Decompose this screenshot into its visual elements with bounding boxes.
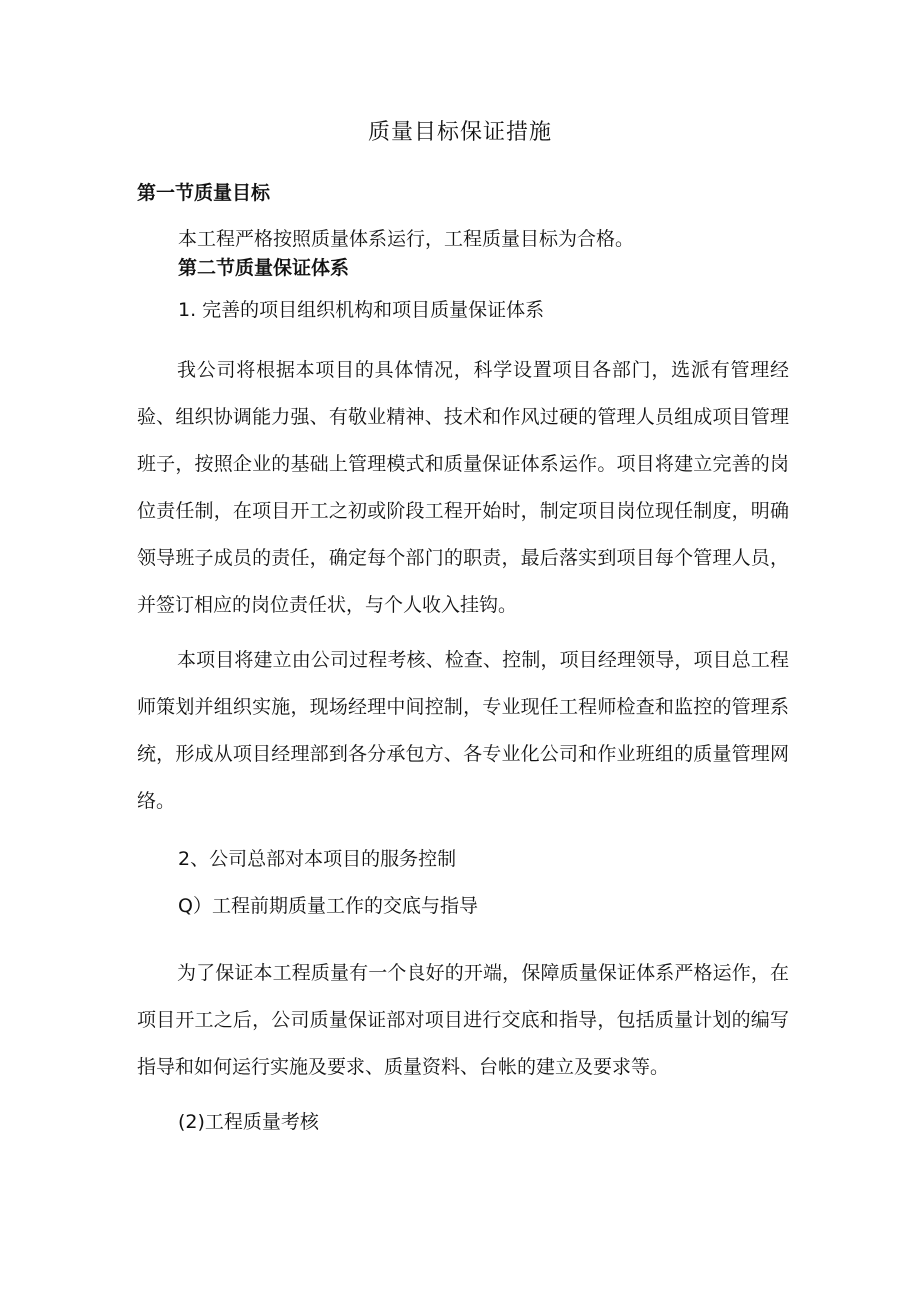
- paragraph-organization: 我公司将根据本项目的具体情况，科学设置项目各部门，选派有管理经验、组织协调能力强、有敬业精神、技术和作风过硬的管理人员组成项目管理班子，按照企业的基础上管理模式和质量保证体系运作。项目将建立完善的岗位责任制，在项目开工之初或阶段工程开始时，制定项目岗位现任制度，明确领导班子成员的责任，确定每个部门的职责，最后落实到项目每个管理人员，并签订相应的岗位责任状，与个人收入挂钩。: [137, 359, 789, 616]
- item-heading-headquarters-control: 2、公司总部对本项目的服务控制: [178, 848, 457, 870]
- paragraph-early-guidance: 为了保证本工程质量有一个良好的开端，保障质量保证体系严格运作，在项目开工之后，公司质量保证部对项目进行交底和指导，包括质量计划的编写指导和如何运行实施及要求、质量资料、台帐的建立及要求等。: [137, 962, 789, 1078]
- item-heading-organization: 1. 完善的项目组织机构和项目质量保证体系: [178, 299, 545, 321]
- subitem-heading-quality-assessment: (2)工程质量考核: [178, 1111, 319, 1133]
- paragraph-management-system: 本项目将建立由公司过程考核、检查、控制，项目经理领导，项目总工程师策划并组织实施，现场经理中间控制，专业现任工程师检查和监控的管理系统，形成从项目经理部到各分承包方、各专业化公司和作业班组的质量管理网络。: [137, 649, 789, 812]
- section-heading-quality-system: 第二节质量保证体系: [178, 257, 350, 279]
- quality-goal-text: 本工程严格按照质量体系运行，工程质量目标为合格。: [178, 228, 635, 250]
- section-heading-quality-goal: 第一节质量目标: [137, 182, 271, 204]
- subitem-heading-early-guidance: Q）工程前期质量工作的交底与指导: [178, 895, 478, 917]
- page-title: 质量目标保证措施: [367, 120, 552, 145]
